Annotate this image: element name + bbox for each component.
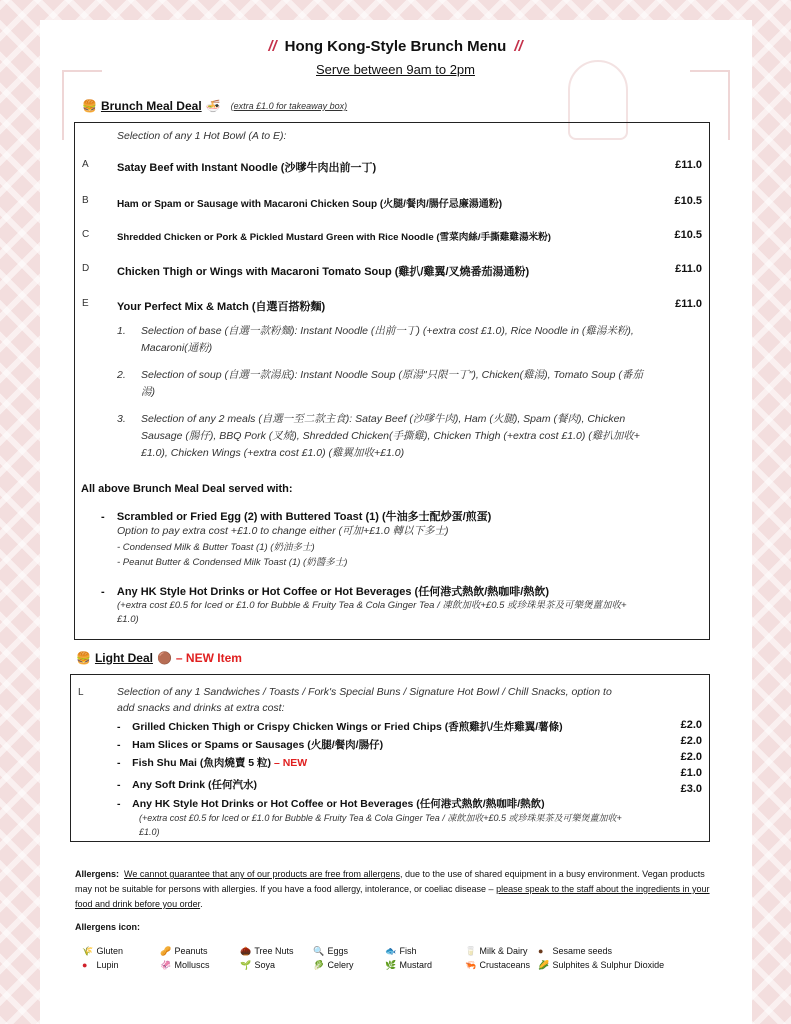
allergen-mustard: 🌿 Mustard bbox=[385, 960, 433, 970]
served-with-heading: All above Brunch Meal Deal served with: bbox=[81, 483, 293, 495]
shrimp-icon: 🦐 bbox=[465, 960, 477, 970]
allergen-celery: 🥬 Celery bbox=[313, 960, 354, 970]
addon-item: - Grilled Chicken Thigh or Crispy Chicken Wings or Fried Chips (香煎雞扒/生炸雞翼/薯條) bbox=[117, 721, 563, 733]
burger-icon: 🍔 bbox=[82, 99, 97, 113]
allergen-lupin: ● Lupin bbox=[82, 960, 119, 970]
burger-icon: 🍔 bbox=[76, 651, 91, 665]
light-intro: Selection of any 1 Sandwiches / Toasts / Fork's Special Buns / Signature Hot Bowl / Chill Snacks, option to add snacks and drinks at extra cost: bbox=[117, 686, 612, 714]
mix-step: 2. Selection of soup (自選一款湯底): Instant Noodle Soup (原湯"只限一丁"), Chicken(雞湯), Tomato Soup (番茄湯) bbox=[117, 369, 643, 398]
wheat-icon: 🌾 bbox=[82, 946, 94, 956]
mustard-icon: 🌿 bbox=[385, 960, 397, 970]
fish-icon: 🐟 bbox=[385, 946, 397, 956]
allergen-sesame: ● Sesame seeds bbox=[538, 946, 613, 956]
bun-icon: 🟤 bbox=[156, 651, 172, 665]
allergen-fish: 🐟 Fish bbox=[385, 946, 417, 956]
peanut-icon: 🥜 bbox=[160, 946, 172, 956]
addon-price: £2.0 bbox=[680, 735, 702, 747]
serving-hours: Serve between 9am to 2pm bbox=[316, 62, 475, 77]
brunch-intro: Selection of any 1 Hot Bowl (A to E): bbox=[117, 130, 287, 142]
toast-option: - Condensed Milk & Butter Toast (1) (奶油多士) bbox=[117, 542, 315, 553]
milk-icon: 🥛 bbox=[465, 946, 477, 956]
allergen-tree-nuts: 🌰 Tree Nuts bbox=[240, 946, 294, 956]
addon-price: £3.0 bbox=[680, 783, 702, 795]
addon-item: - Fish Shu Mai (魚肉燒賣 5 粒) – NEW bbox=[117, 757, 308, 769]
toast-option: - Peanut Butter & Condensed Milk Toast (1) (奶醬多士) bbox=[117, 557, 348, 568]
noodle-bowl-icon: 🍜 bbox=[205, 99, 221, 113]
brunch-meal-deal-box: Selection of any 1 Hot Bowl (A to E): A Satay Beef with Instant Noodle (沙嗲牛肉出前一丁) £11.0 B Ham or Spam or Sausage with Macaroni Chicken Soup (火腿/餐肉/腸仔忌廉湯通粉) £10.5 C Shredded Chicken or Pork & Pickled Mustard Green with Rice Noodle (雪菜肉絲/手撕雞雞湯米粉) £10.5 D Chicken Thigh or Wings with Macaroni Tomato Soup (雞扒/雞翼/叉燒番茄湯通粉) £11.0 E Your Perfect Mix & Match (自選百搭粉麵) £11.0 1. Selection of base (自選一款粉麵): Instant Noodle (出前一丁) (+extra cost £1.0), Rice Noodle in (雞湯米粉), Macaroni(通粉) 2. Selection of soup (自選一款湯底): Instant Noodle Soup (原湯"只限一丁"), Chicken(雞湯), Tomato Soup (番茄湯) 3. Selection of any 2 meals (自選一至二款主食): Satay Beef (沙嗲牛肉), Ham (火腿), Spam (餐肉), Chicken Sausage (腸仔), BBQ Pork (叉燒), Shredded Chicken(手撕雞), Chicken Thigh (+extra cost £1.0) (雞扒加收+£1.0), Chicken Wings (+extra cost £1.0) (雞翼加收+£1.0) All above Brunch Meal Deal served with: - Scrambled or Fried Egg (2) with Buttered Toast (1) (牛油多士配炒蛋/煎蛋) Option to pay extra cost +£1.0 to change either (可加+£1.0 轉以下多士) - Condensed Milk & Butter Toast (1) (奶油多士) - Peanut Butter & Condensed Milk Toast (1) (奶醬多士) - Any HK Style Hot Drinks or Hot Coffee or Hot Beverages (任何港式熱飲/熱咖啡/熱飲) (+extra cost £0.5 for Iced or £1.0 for Bubble & Fruity Tea & Cola Ginger Tea / 凍飲加收+£0.5 或珍珠果茶及可樂煲薑加收+£1.0) bbox=[74, 122, 710, 640]
item-letter: L bbox=[78, 687, 84, 698]
allergen-notice: Allergens: We cannot guarantee that any of our products are free from allergens, due to the use of shared equipment in a busy environment. Vegan products may not be suitable for persons with allergies. If you have a food allergy, intolerance, or coeliac disease – please speak to the staff about the ingredients in your food and drink before you order. bbox=[75, 869, 710, 909]
allergen-legend bbox=[82, 946, 688, 971]
drinks-note: (+extra cost £0.5 for Iced or £1.0 for Bubble & Fruity Tea & Cola Ginger Tea / 凍飲加收+£0.5 或珍珠果茶及可樂煲薑加收+£1.0) bbox=[139, 813, 622, 837]
acorn-icon: 🌰 bbox=[240, 946, 252, 956]
light-deal-box bbox=[70, 674, 710, 842]
squid-icon: 🦑 bbox=[160, 960, 172, 970]
addon-item: - Any Soft Drink (任何汽水) bbox=[117, 779, 258, 791]
allergens-icon-heading: Allergens icon: bbox=[75, 922, 141, 932]
brunch-section-heading: 🍔 Brunch Meal Deal 🍜 (extra £1.0 for takeaway box) bbox=[82, 99, 348, 113]
allergen-sulphites: 🌽 Sulphites & Sulphur Dioxide bbox=[538, 960, 665, 970]
toast-upgrade-option: Option to pay extra cost +£1.0 to change either (可加+£1.0 轉以下多士) bbox=[117, 525, 449, 537]
allergen-milk: 🥛 Milk & Dairy bbox=[465, 946, 528, 956]
egg-icon: 🔍 bbox=[313, 946, 325, 956]
celery-icon: 🥬 bbox=[313, 960, 325, 970]
drinks-item: - Any HK Style Hot Drinks or Hot Coffee or Hot Beverages (任何港式熱飲/熱咖啡/熱飲) bbox=[101, 586, 549, 598]
drinks-note: (+extra cost £0.5 for Iced or £1.0 for Bubble & Fruity Tea & Cola Ginger Tea / 凍飲加收+£0.5 或珍珠果茶及可樂煲薑加收+£1.0) bbox=[117, 600, 627, 625]
addon-price: £2.0 bbox=[680, 719, 702, 731]
allergen-eggs: 🔍 Eggs bbox=[313, 946, 349, 956]
addon-item: - Ham Slices or Spams or Sausages (火腿/餐肉/腸仔) bbox=[117, 739, 384, 751]
addon-price: £1.0 bbox=[680, 767, 702, 779]
addon-price: £2.0 bbox=[680, 751, 702, 763]
allergen-gluten: 🌾 Gluten bbox=[82, 946, 124, 956]
sprout-icon: 🌱 bbox=[240, 960, 252, 970]
allergen-crustaceans: 🦐 Crustaceans bbox=[465, 960, 531, 970]
corn-icon: 🌽 bbox=[538, 960, 550, 970]
allergen-peanuts: 🥜 Peanuts bbox=[160, 946, 208, 956]
allergen-soya: 🌱 Soya bbox=[240, 960, 276, 970]
addon-item: - Any HK Style Hot Drinks or Hot Coffee or Hot Beverages (任何港式熱飲/熱咖啡/熱飲) bbox=[117, 798, 545, 810]
mix-step: 1. Selection of base (自選一款粉麵): Instant Noodle (出前一丁) (+extra cost £1.0), Rice Noodle in (雞湯米粉), Macaroni(通粉) bbox=[117, 325, 634, 354]
lupin-icon: ● bbox=[82, 960, 88, 970]
egg-toast-item: - Scrambled or Fried Egg (2) with Buttered Toast (1) (牛油多士配炒蛋/煎蛋) bbox=[101, 511, 492, 523]
allergen-molluscs: 🦑 Molluscs bbox=[160, 960, 210, 970]
light-deal-heading: 🍔 Light Deal 🟤 – NEW Item bbox=[76, 651, 242, 665]
mix-step: 3. Selection of any 2 meals (自選一至二款主食): Satay Beef (沙嗲牛肉), Ham (火腿), Spam (餐肉), Chicken Sausage (腸仔), BBQ Pork (叉燒), Shredded Chicken(手撕雞), Chicken Thigh (+extra cost £1.0) (雞扒加收+£1.0), Chicken Wings (+extra cost £1.0) (雞翼加收+£1.0) bbox=[117, 413, 640, 459]
sesame-icon: ● bbox=[538, 946, 544, 956]
page-title: // Hong Kong-Style Brunch Menu // bbox=[268, 38, 523, 55]
